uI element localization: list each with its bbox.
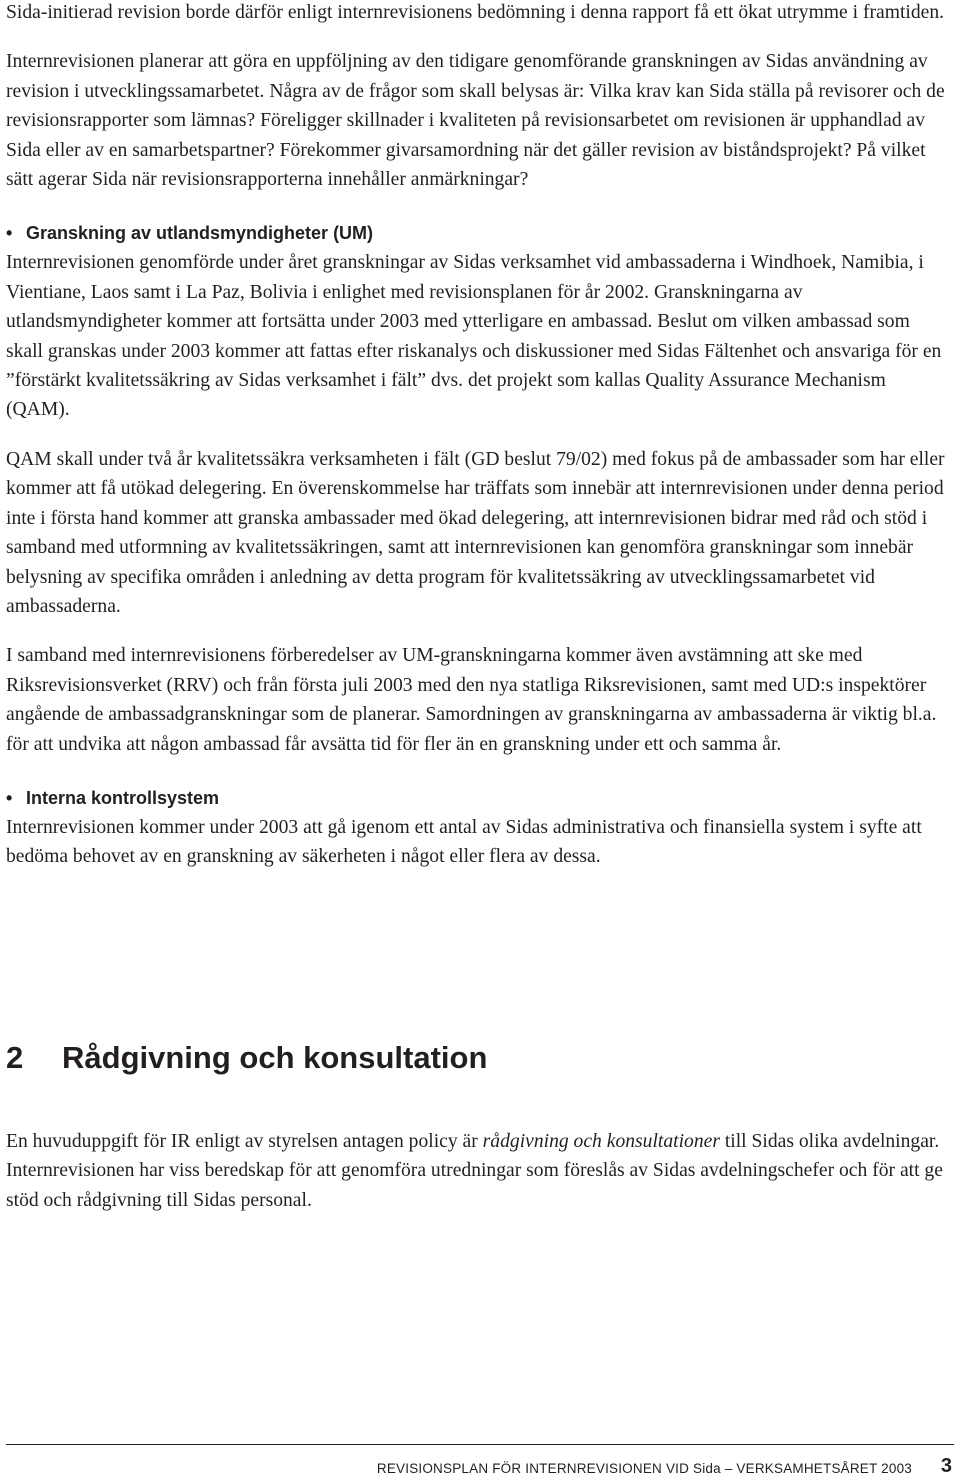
chapter-number: 2 bbox=[6, 1040, 24, 1075]
intro-paragraph-1: Sida-initierad revision borde därför enligt internrevisionens bedömning i denna rapport få ett ökat utrymme i framtiden. bbox=[6, 2, 945, 23]
chapter-heading bbox=[6, 1032, 487, 1084]
um-heading-text: Granskning av utlandsmyndigheter (UM) bbox=[26, 223, 374, 244]
um-paragraph-2: QAM skall under två år kvalitetssäkra verksamheten i fält (GD beslut 79/02) med fokus på de ambassader som har eller kommer att få utökad delegering. En överenskommelse har träffats som innebär att internrevisionen under denna period inte i första hand kommer att granska ambassader med ökad delegering, att internrevisionen bidrar med råd och stöd i samband med utformning av kvalitetssäkringen, samt att internrevisionen kan genomföra granskningar som innebär belysning av specifika områden i anledning av detta program för kvalitetssäkring av utvecklingssamarbetet vid ambassaderna. bbox=[6, 448, 945, 617]
um-paragraph-1: Internrevisionen genomförde under året granskningar av Sidas verksamhet vid ambassaderna i Windhoek, Namibia, i Vientiane, Laos samt i La Paz, Bolivia i enlighet med revisionsplanen för år 2002. Granskningarna av utlandsmyndigheter kommer att fortsätta under 2003 med ytterligare en ambassad. Beslut om vilken ambassad som skall granskas under 2003 kommer att fattas efter riskanalys och diskussioner med Sidas Fältenhet och ansvariga för en ”förstärkt kvalitetssäkring av Sidas verksamhet i fält” dvs. det projekt som kallas Quality Assurance Mechanism (QAM). bbox=[6, 252, 942, 421]
um-section-heading bbox=[6, 218, 948, 248]
chapter-paragraph bbox=[6, 1127, 948, 1215]
ik-paragraph-1: Internrevisionen kommer under 2003 att gå igenom ett antal av Sidas administrativa och finansiella system i syfte att bedöma behovet av en granskning av säkerheten i något eller flera av dessa. bbox=[6, 816, 922, 868]
chapter-text-after: till Sidas olika avdelningar. Internrevisionen har viss beredskap för att genomföra utredningar som föreslås av Sidas avdelningschefer och för att ge stöd och rådgivning till Sidas personal. bbox=[6, 1131, 943, 1211]
bullet-icon: • bbox=[6, 787, 13, 808]
page-number: 3 bbox=[940, 1455, 952, 1477]
chapter-text-before: En huvuduppgift för IR enligt av styrelsen antagen policy är bbox=[6, 1131, 483, 1152]
page-body bbox=[6, 0, 948, 872]
footer-divider bbox=[6, 1444, 954, 1445]
chapter-title: Rådgivning och konsultation bbox=[62, 1040, 488, 1075]
running-head: REVISIONSPLAN FÖR INTERNREVISIONEN VID Sida – VERKSAMHETSÅRET 2003 bbox=[376, 1461, 912, 1476]
chapter-body bbox=[6, 1127, 948, 1215]
chapter-text-italic: rådgivning och konsultationer bbox=[482, 1131, 720, 1152]
ik-heading-text: Interna kontrollsystem bbox=[26, 787, 220, 808]
bullet-icon: • bbox=[6, 223, 13, 244]
intro-paragraph-2: Internrevisionen planerar att göra en uppföljning av den tidigare genomförande granskningen av Sidas användning av revision i utvecklingssamarbetet. Några av de frågor som skall belysas är: Vilka krav kan Sida ställa på revisorer och de revisionsrapporter som lämnas? Föreligger skillnader i kvaliteten på revisionsarbetet om revisionen är upphandlad av Sida eller av en samarbetspartner? Förekommer givarsamordning när det gäller revision av biståndsprojekt? På vilket sätt agerar Sida när revisionsrapporterna innehåller anmärkningar? bbox=[6, 51, 945, 191]
ik-section-heading bbox=[6, 783, 948, 813]
um-paragraph-3: I samband med internrevisionens förberedelser av UM-granskningarna kommer även avstämning att ske med Riksrevisionsverket (RRV) och från första juli 2003 med den nya statliga Riksrevisionen, samt med UD:s inspektörer angående de ambassadgranskningar som de planerar. Samordningen av granskningarna av ambassaderna är viktig bl.a. för att undvika att någon ambassad får avsätta tid för fler än en granskning under ett och samma år. bbox=[6, 645, 937, 755]
